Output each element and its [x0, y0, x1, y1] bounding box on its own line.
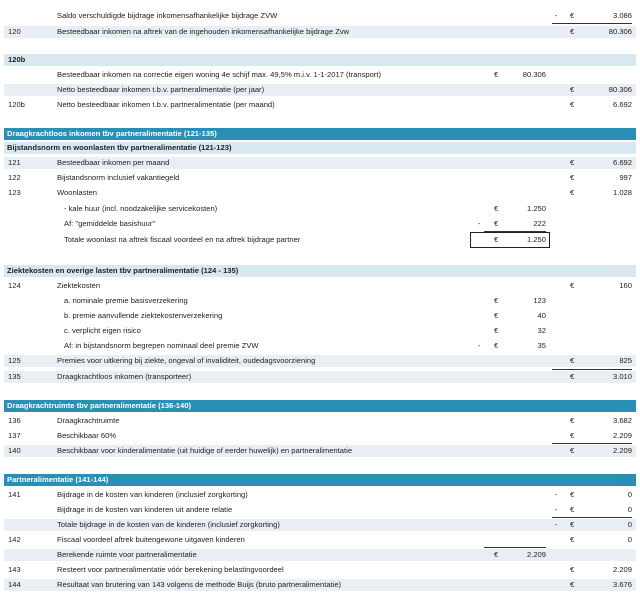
euro-sign: €	[570, 100, 575, 109]
euro-sign: €	[570, 580, 575, 589]
amount: 2.209	[612, 446, 632, 455]
table-row	[4, 218, 636, 230]
section-header: Draagkrachtloos inkomen tbv partneralimentatie (121-135)	[4, 128, 636, 140]
amount: 0	[627, 505, 632, 514]
amount: 6.692	[612, 100, 632, 109]
row-description: Woonlasten	[57, 188, 97, 197]
euro-sign: €	[570, 431, 575, 440]
table-row	[4, 84, 636, 96]
row-description: Resteert voor partneralimentatie vóór berekening belastingvoordeel	[57, 565, 284, 574]
table-row	[4, 10, 636, 22]
underline	[552, 23, 632, 24]
amount: 2.209	[612, 565, 632, 574]
euro-sign: €	[494, 311, 499, 320]
row-description: Saldo verschuldigde bijdrage inkomensafhankelijke bijdrage ZVW	[57, 11, 278, 20]
row-description: Af: in bijstandsnorm begrepen nominaal deel premie ZVW	[64, 341, 259, 350]
table-row	[4, 157, 636, 169]
amount: 80.306	[608, 85, 632, 94]
row-description: Premies voor uitkering bij ziekte, ongeval of invaliditeit, oudedagsvoorziening	[57, 356, 316, 365]
amount: 35	[537, 341, 546, 350]
euro-sign: €	[570, 416, 575, 425]
row-number: 135	[8, 372, 21, 381]
row-number: 144	[8, 580, 21, 589]
minus-sign: -	[554, 505, 558, 514]
table-row	[4, 549, 636, 561]
row-description: b. premie aanvullende ziektekostenverzekering	[64, 311, 223, 320]
table-row	[4, 430, 636, 442]
euro-sign: €	[494, 204, 499, 213]
table-row	[4, 187, 636, 199]
amount: 3.010	[612, 372, 632, 381]
underline	[484, 547, 546, 548]
row-description: Besteedbaar inkomen per maand	[57, 158, 170, 167]
row-number: 122	[8, 173, 21, 182]
row-description: Draagkrachtruimte	[57, 416, 120, 425]
amount: 222	[533, 219, 546, 228]
total-box	[470, 232, 550, 248]
table-row	[4, 519, 636, 531]
section-header: Draagkrachtruimte tbv partneralimentatie (136-140)	[4, 400, 636, 412]
section-header: Partneralimentatie (141-144)	[4, 474, 636, 486]
amount: 40	[537, 311, 546, 320]
row-description: Resultaat van brutering van 143 volgens de methode Buijs (bruto partneralimentatie)	[57, 580, 342, 589]
amount: 0	[627, 490, 632, 499]
amount: 0	[627, 535, 632, 544]
euro-sign: €	[570, 158, 575, 167]
row-description: Fiscaal voordeel aftrek buitengewone uitgaven kinderen	[57, 535, 245, 544]
table-row	[4, 203, 636, 215]
table-row	[4, 504, 636, 516]
amount: 3.682	[612, 416, 632, 425]
euro-sign: €	[494, 70, 499, 79]
amount: 1.250	[526, 235, 546, 244]
section-row	[4, 54, 636, 66]
amount: 123	[533, 296, 546, 305]
row-description: Beschikbaar voor kinderalimentatie (uit huidige of eerder huwelijk) en partneralimentatie	[57, 446, 353, 455]
amount: 2.209	[526, 550, 546, 559]
row-description: Draagkrachtloos inkomen (transporteer)	[57, 372, 192, 381]
row-number: 120b	[8, 55, 26, 64]
table-row	[4, 564, 636, 576]
table-row	[4, 26, 636, 38]
euro-sign: €	[494, 296, 499, 305]
table-row	[4, 489, 636, 501]
euro-sign: €	[570, 446, 575, 455]
underline	[552, 443, 632, 444]
row-description: Bijdrage in de kosten van kinderen uit andere relatie	[57, 505, 233, 514]
amount: 6.692	[612, 158, 632, 167]
euro-sign: €	[494, 326, 499, 335]
minus-sign: -	[477, 219, 481, 228]
amount: 3.086	[612, 11, 632, 20]
euro-sign: €	[570, 505, 575, 514]
table-row	[4, 172, 636, 184]
minus-sign: -	[554, 11, 558, 20]
row-description: Netto besteedbaar inkomen t.b.v. partneralimentatie (per maand)	[57, 100, 275, 109]
row-number: 121	[8, 158, 21, 167]
euro-sign: €	[570, 188, 575, 197]
euro-sign: €	[570, 356, 575, 365]
table-row	[4, 445, 636, 457]
row-description: Bijdrage in de kosten van kinderen (inclusief zorgkorting)	[57, 490, 248, 499]
euro-sign: €	[570, 490, 575, 499]
euro-sign: €	[570, 372, 575, 381]
table-row	[4, 579, 636, 591]
row-description: Totale bijdrage in de kosten van de kinderen (inclusief zorgkorting)	[57, 520, 280, 529]
amount: 0	[627, 520, 632, 529]
table-row	[4, 325, 636, 337]
table-row	[4, 280, 636, 292]
row-number: 120	[8, 27, 21, 36]
euro-sign: €	[570, 85, 575, 94]
minus-sign: -	[477, 341, 481, 350]
amount: 2.209	[612, 431, 632, 440]
section-subheader: Bijstandsnorm en woonlasten tbv partneralimentatie (121-123)	[4, 142, 636, 154]
table-row	[4, 310, 636, 322]
euro-sign: €	[570, 27, 575, 36]
euro-sign: €	[570, 520, 575, 529]
row-description: Berekende ruimte voor partneralimentatie	[57, 550, 197, 559]
euro-sign: €	[494, 235, 499, 244]
row-number: 120b	[8, 100, 25, 109]
row-description: Totale woonlast na aftrek fiscaal voordeel en na aftrek bijdrage partner	[64, 235, 301, 244]
row-description: c. verplicht eigen risico	[64, 326, 141, 335]
amount: 80.306	[608, 27, 632, 36]
euro-sign: €	[570, 11, 575, 20]
row-number: 140	[8, 446, 21, 455]
amount: 997	[619, 173, 632, 182]
table-row	[4, 371, 636, 383]
minus-sign: -	[554, 490, 558, 499]
table-row	[4, 69, 636, 81]
euro-sign: €	[570, 281, 575, 290]
euro-sign: €	[494, 341, 499, 350]
euro-sign: €	[494, 550, 499, 559]
underline	[552, 369, 632, 370]
underline	[552, 517, 632, 518]
table-row	[4, 340, 636, 352]
row-number: 141	[8, 490, 21, 499]
amount: 1.028	[612, 188, 632, 197]
table-row	[4, 415, 636, 427]
row-description: - kale huur (incl. noodzakelijke servicekosten)	[64, 204, 218, 213]
row-number: 142	[8, 535, 21, 544]
row-number: 124	[8, 281, 21, 290]
euro-sign: €	[570, 173, 575, 182]
minus-sign: -	[554, 520, 558, 529]
table-row	[4, 355, 636, 367]
row-description: a. nominale premie basisverzekering	[64, 296, 188, 305]
amount: 80.306	[522, 70, 546, 79]
table-row	[4, 295, 636, 307]
amount: 32	[537, 326, 546, 335]
amount: 1.250	[526, 204, 546, 213]
amount: 3.676	[612, 580, 632, 589]
euro-sign: €	[494, 219, 499, 228]
row-description: Af: "gemiddelde basishuur"	[64, 219, 156, 228]
table-row	[4, 534, 636, 546]
amount: 160	[619, 281, 632, 290]
row-number: 123	[8, 188, 21, 197]
table-row	[4, 99, 636, 111]
row-number: 125	[8, 356, 21, 365]
section-subheader: Ziektekosten en overige lasten tbv partneralimentatie (124 - 135)	[4, 265, 636, 277]
row-description: Ziektekosten	[57, 281, 101, 290]
row-number: 137	[8, 431, 21, 440]
euro-sign: €	[570, 535, 575, 544]
row-number: 136	[8, 416, 21, 425]
row-description: Besteedbaar inkomen na correctie eigen woning 4e schijf max. 49,5% m.i.v. 1-1-2017 (transport)	[57, 70, 382, 79]
row-description: Bijstandsnorm inclusief vakantiegeld	[57, 173, 180, 182]
row-description: Besteedbaar inkomen na aftrek van de ingehouden inkomensafhankelijke bijdrage Zvw	[57, 27, 350, 36]
euro-sign: €	[570, 565, 575, 574]
row-description: Beschikbaar 60%	[57, 431, 117, 440]
row-description: Netto besteedbaar inkomen t.b.v. partneralimentatie (per jaar)	[57, 85, 265, 94]
row-number: 143	[8, 565, 21, 574]
amount: 825	[619, 356, 632, 365]
